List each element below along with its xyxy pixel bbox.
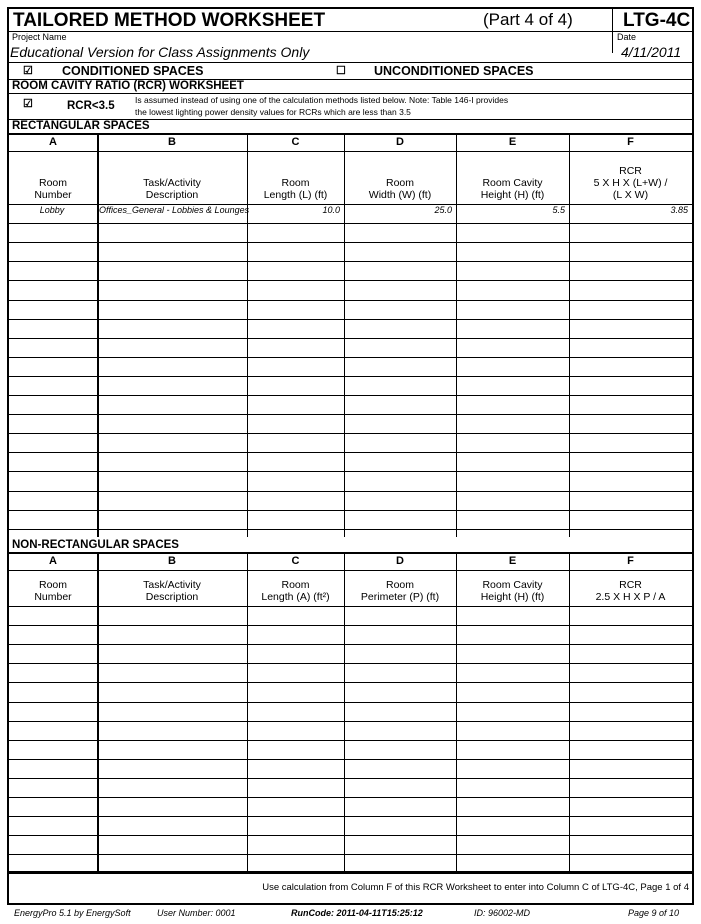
column-header-line: Length (L) (ft) — [263, 189, 328, 201]
column-header-b — [97, 579, 247, 603]
column-letter-e: E — [508, 555, 517, 567]
rcr-note-line1: Is assumed instead of using one of the calculation methods listed below. Note: Table 146-I provides — [135, 95, 509, 105]
footer-id: ID: 96002-MD — [474, 908, 531, 918]
table-cell[interactable]: 3.85 — [670, 205, 688, 215]
column-letter-f: F — [627, 555, 634, 567]
unconditioned-label: UNCONDITIONED SPACES — [374, 64, 534, 78]
table-row — [9, 778, 692, 797]
non-rectangular-heading: NON-RECTANGULAR SPACES — [12, 539, 179, 551]
table-cell[interactable]: Lobby — [39, 205, 65, 215]
table-row — [9, 319, 692, 338]
table-row — [9, 797, 692, 816]
table-row — [9, 204, 692, 223]
column-header-line: Room — [385, 579, 414, 591]
table-row — [9, 816, 692, 835]
table-row — [9, 338, 692, 357]
column-header-line: Room — [281, 579, 310, 591]
unconditioned-checkbox[interactable]: ☐ — [336, 65, 346, 77]
column-letter-b: B — [168, 555, 176, 567]
column-header-line: Room Cavity — [482, 177, 543, 189]
rcr-note-line2: the lowest lighting power density values for RCRs which are less than 3.5 — [135, 107, 411, 117]
table-row — [9, 644, 692, 663]
table-row — [9, 223, 692, 242]
form-title: TAILORED METHOD WORKSHEET — [13, 10, 326, 31]
table-row — [9, 606, 692, 625]
table-cell[interactable]: Offices_General - Lobbies & Lounges — [99, 205, 250, 215]
column-header-line: Room — [385, 177, 414, 189]
project-name: Educational Version for Class Assignments Only — [10, 44, 310, 60]
table-row — [9, 702, 692, 721]
table-row — [9, 280, 692, 299]
rcr-worksheet-heading: ROOM CAVITY RATIO (RCR) WORKSHEET — [12, 80, 244, 92]
rcr-assumed-checkbox[interactable]: ☑ — [23, 98, 33, 110]
column-header-line: Description — [145, 591, 199, 603]
date-value: 4/11/2011 — [621, 44, 682, 60]
table-row — [9, 433, 692, 452]
table-row — [9, 759, 692, 778]
column-header-d — [344, 177, 456, 201]
column-header-e — [456, 579, 569, 603]
table-row — [9, 471, 692, 490]
table-row — [9, 242, 692, 261]
column-header-line: Task/Activity — [143, 579, 201, 591]
column-header-line: Length (A) (ft²) — [261, 591, 330, 603]
column-letter-d: D — [396, 136, 404, 148]
form-code: LTG-4C — [623, 10, 691, 31]
table-row — [9, 510, 692, 529]
column-header-a — [9, 579, 97, 603]
column-header-line: RCR — [619, 165, 642, 177]
project-name-label: Project Name — [12, 32, 67, 42]
table-row — [9, 682, 692, 701]
date-label: Date — [617, 32, 637, 42]
table-row — [9, 721, 692, 740]
footer-page: Page 9 of 10 — [628, 908, 680, 918]
column-header-line: Room — [281, 177, 310, 189]
table-cell[interactable]: 25.0 — [434, 205, 452, 215]
table-row — [9, 663, 692, 682]
column-header-line: RCR — [619, 579, 642, 591]
table-cell[interactable]: 5.5 — [552, 205, 565, 215]
rcr-label: RCR<3.5 — [67, 100, 115, 112]
column-letter-a: A — [49, 136, 57, 148]
column-header-line: Height (H) (ft) — [480, 591, 545, 603]
column-header-line: Number — [34, 591, 72, 603]
table-row — [9, 452, 692, 471]
column-letter-e: E — [508, 136, 517, 148]
column-header-f — [569, 579, 692, 603]
column-header-d — [344, 579, 456, 603]
column-header-line: Task/Activity — [143, 177, 201, 189]
column-header-b — [97, 177, 247, 201]
table-row — [9, 740, 692, 759]
column-header-line: Room — [38, 579, 67, 591]
column-header-line: 5 X H X (L+W) / — [593, 177, 668, 189]
column-letter-b: B — [168, 136, 176, 148]
footer-note: Use calculation from Column F of this RCR Worksheet to enter into Column C of LTG-4C, Page 1 of 4 — [262, 882, 689, 893]
column-header-f — [569, 165, 692, 201]
column-header-e — [456, 177, 569, 201]
column-header-line: Perimeter (P) (ft) — [360, 591, 440, 603]
column-letter-c: C — [291, 136, 300, 148]
worksheet-form — [7, 7, 694, 905]
column-header-line: Width (W) (ft) — [368, 189, 432, 201]
table-row — [9, 491, 692, 510]
table-row — [9, 376, 692, 395]
table-row — [9, 300, 692, 319]
table-row — [9, 395, 692, 414]
column-header-line: (L X W) — [612, 189, 649, 201]
column-header-line: Room Cavity — [482, 579, 543, 591]
column-header-line: 2.5 X H X P / A — [595, 591, 666, 603]
part-indicator: (Part 4 of 4) — [483, 10, 573, 29]
table-row — [9, 414, 692, 433]
footer-software: EnergyPro 5.1 by EnergySoft — [14, 908, 131, 918]
column-header-line: Height (H) (ft) — [480, 189, 545, 201]
table-row — [9, 261, 692, 280]
column-header-a — [9, 177, 97, 201]
column-letter-f: F — [627, 136, 634, 148]
column-letter-c: C — [291, 555, 300, 567]
footer-user: User Number: 0001 — [157, 908, 236, 918]
conditioned-checkbox[interactable]: ☑ — [23, 65, 33, 77]
column-letter-a: A — [49, 555, 57, 567]
table-row — [9, 625, 692, 644]
column-header-c — [247, 579, 344, 603]
table-cell[interactable]: 10.0 — [322, 205, 340, 215]
rectangular-heading: RECTANGULAR SPACES — [12, 120, 150, 132]
column-letter-d: D — [396, 555, 404, 567]
column-header-c — [247, 177, 344, 201]
footer-runcode: RunCode: 2011-04-11T15:25:12 — [291, 908, 423, 918]
conditioned-label: CONDITIONED SPACES — [62, 64, 204, 78]
table-row — [9, 835, 692, 854]
column-header-line: Number — [34, 189, 72, 201]
column-header-line: Room — [38, 177, 67, 189]
table-row — [9, 357, 692, 376]
column-header-line: Description — [145, 189, 199, 201]
